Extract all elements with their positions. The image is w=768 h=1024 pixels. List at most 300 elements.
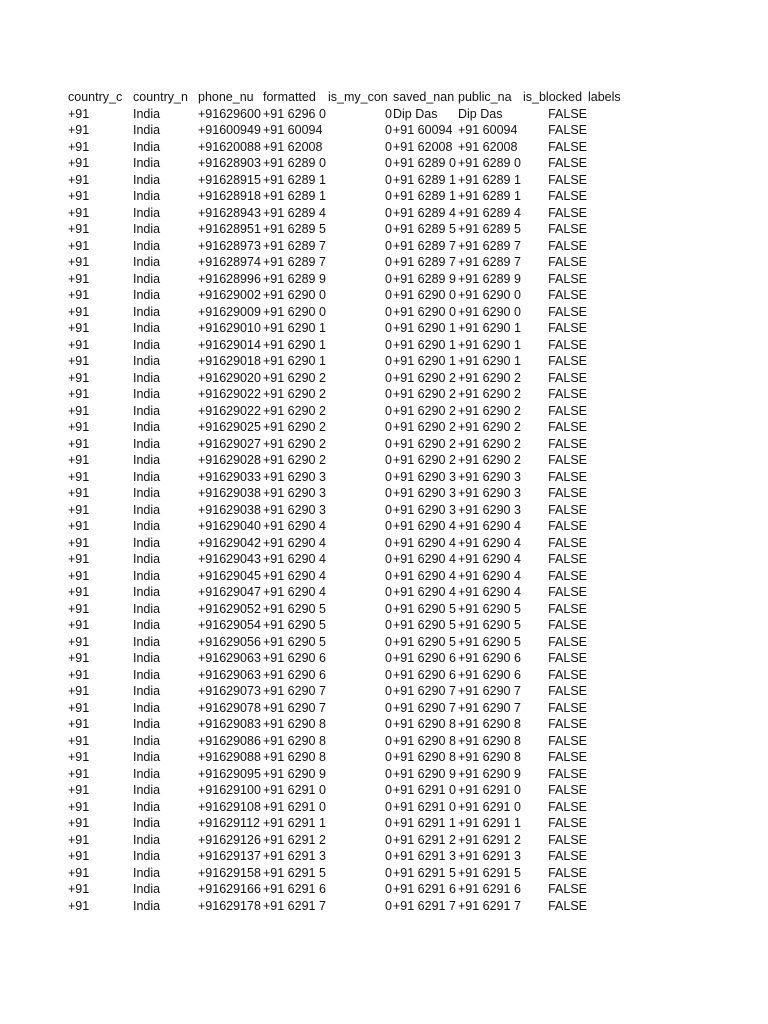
table-row <box>68 139 708 156</box>
country-name-cell: India <box>133 519 161 533</box>
country-code-cell: +91 <box>68 783 90 797</box>
country-name-cell: India <box>133 238 161 253</box>
public-name-cell: +91 6290 2 <box>458 420 521 434</box>
public-name-cell: +91 6291 7 <box>458 898 521 913</box>
table-row <box>68 865 708 882</box>
header-formatted: formatted <box>263 90 316 104</box>
country-name-cell: India <box>133 139 161 154</box>
public-name-cell: +91 6290 2 <box>458 387 521 401</box>
public-name-cell: +91 6290 3 <box>458 502 521 517</box>
saved-name-cell: +91 6290 4 <box>393 585 456 599</box>
saved-name-cell: Dip Das <box>393 106 438 121</box>
table-row <box>68 337 708 354</box>
phone-number-cell: +91629126 <box>198 832 261 847</box>
phone-number-cell: +91629078 <box>198 700 261 715</box>
saved-name-cell: +91 6290 2 <box>393 370 456 385</box>
is-my-contact-cell: 0 <box>385 156 392 170</box>
formatted-cell: +91 6289 9 <box>263 271 326 286</box>
table-row <box>68 122 708 139</box>
public-name-cell: +91 6290 3 <box>458 469 521 484</box>
public-name-cell: +91 6290 5 <box>458 634 521 649</box>
country-code-cell: +91 <box>68 667 90 682</box>
table-row <box>68 832 708 849</box>
saved-name-cell: +91 6290 9 <box>393 766 456 781</box>
table-row <box>68 254 708 271</box>
country-name-cell: India <box>133 684 161 698</box>
country-code-cell: +91 <box>68 832 90 847</box>
formatted-cell: +91 6291 0 <box>263 799 326 814</box>
formatted-cell: +91 6290 3 <box>263 502 326 517</box>
public-name-cell: +91 6290 7 <box>458 700 521 715</box>
is-blocked-cell: FALSE <box>548 816 587 830</box>
formatted-cell: +91 6290 1 <box>263 337 326 352</box>
formatted-cell: +91 6290 6 <box>263 651 326 665</box>
is-my-contact-cell: 0 <box>385 882 392 896</box>
formatted-cell: +91 6290 0 <box>263 304 326 319</box>
public-name-cell: +91 62008 <box>458 139 518 154</box>
is-my-contact-cell: 0 <box>385 568 392 583</box>
public-name-cell: +91 6290 2 <box>458 453 521 467</box>
is-my-contact-cell: 0 <box>385 205 392 220</box>
is-my-contact-cell: 0 <box>385 618 392 632</box>
is-my-contact-cell: 0 <box>385 651 392 665</box>
is-blocked-cell: FALSE <box>548 618 587 632</box>
table-row <box>68 766 708 783</box>
formatted-cell: +91 6290 3 <box>263 469 326 484</box>
country-name-cell: India <box>133 667 161 682</box>
is-my-contact-cell: 0 <box>385 700 392 715</box>
country-code-cell: +91 <box>68 453 90 467</box>
phone-number-cell: +91628943 <box>198 205 261 220</box>
table-row <box>68 601 708 618</box>
country-code-cell: +91 <box>68 700 90 715</box>
formatted-cell: +91 62008 <box>263 139 323 154</box>
country-name-cell: India <box>133 420 161 434</box>
is-blocked-cell: FALSE <box>548 832 587 847</box>
saved-name-cell: +91 6290 6 <box>393 651 456 665</box>
phone-number-cell: +91628918 <box>198 189 261 203</box>
country-code-cell: +91 <box>68 651 90 665</box>
public-name-cell: +91 6290 8 <box>458 733 521 748</box>
table-row <box>68 683 708 700</box>
formatted-cell: +91 6290 9 <box>263 766 326 781</box>
header-public-name: public_na <box>458 90 512 104</box>
phone-number-cell: +91629047 <box>198 585 261 599</box>
country-name-cell: India <box>133 766 161 781</box>
table-row <box>68 419 708 436</box>
public-name-cell: +91 6290 2 <box>458 403 521 418</box>
country-code-cell: +91 <box>68 766 90 781</box>
country-name-cell: India <box>133 618 161 632</box>
is-my-contact-cell: 0 <box>385 634 392 649</box>
is-blocked-cell: FALSE <box>548 502 587 517</box>
phone-number-cell: +91629166 <box>198 882 261 896</box>
formatted-cell: +91 6290 2 <box>263 387 326 401</box>
public-name-cell: +91 6290 9 <box>458 766 521 781</box>
country-code-cell: +91 <box>68 222 90 236</box>
saved-name-cell: +91 6290 0 <box>393 288 456 302</box>
country-code-cell: +91 <box>68 205 90 220</box>
country-name-cell: India <box>133 255 161 269</box>
country-name-cell: India <box>133 898 161 913</box>
country-name-cell: India <box>133 882 161 896</box>
table-body <box>68 106 708 915</box>
table-row <box>68 881 708 898</box>
formatted-cell: +91 6289 4 <box>263 205 326 220</box>
saved-name-cell: +91 6291 3 <box>393 849 456 863</box>
formatted-cell: +91 6289 0 <box>263 156 326 170</box>
public-name-cell: +91 6290 8 <box>458 750 521 764</box>
header-phone-number: phone_nu <box>198 90 254 104</box>
saved-name-cell: +91 6289 4 <box>393 205 456 220</box>
formatted-cell: +91 6289 1 <box>263 172 326 187</box>
saved-name-cell: +91 6290 1 <box>393 354 456 368</box>
formatted-cell: +91 6291 1 <box>263 816 326 830</box>
formatted-cell: +91 6290 8 <box>263 733 326 748</box>
phone-number-cell: +91628996 <box>198 271 261 286</box>
is-my-contact-cell: 0 <box>385 552 392 566</box>
is-blocked-cell: FALSE <box>548 189 587 203</box>
is-my-contact-cell: 0 <box>385 865 392 880</box>
saved-name-cell: +91 6290 5 <box>393 634 456 649</box>
table-row <box>68 799 708 816</box>
is-my-contact-cell: 0 <box>385 585 392 599</box>
saved-name-cell: +91 6290 2 <box>393 453 456 467</box>
is-my-contact-cell: 0 <box>385 486 392 500</box>
saved-name-cell: +91 6290 1 <box>393 321 456 335</box>
is-blocked-cell: FALSE <box>548 354 587 368</box>
public-name-cell: +91 6290 2 <box>458 436 521 451</box>
is-blocked-cell: FALSE <box>548 271 587 286</box>
is-my-contact-cell: 0 <box>385 469 392 484</box>
country-code-cell: +91 <box>68 238 90 253</box>
is-my-contact-cell: 0 <box>385 139 392 154</box>
is-blocked-cell: FALSE <box>548 700 587 715</box>
is-blocked-cell: FALSE <box>548 420 587 434</box>
public-name-cell: +91 6290 8 <box>458 717 521 731</box>
phone-number-cell: +91629010 <box>198 321 261 335</box>
phone-number-cell: +91628974 <box>198 255 261 269</box>
country-code-cell: +91 <box>68 816 90 830</box>
country-code-cell: +91 <box>68 865 90 880</box>
is-my-contact-cell: 0 <box>385 502 392 517</box>
saved-name-cell: +91 6290 5 <box>393 618 456 632</box>
phone-number-cell: +91629158 <box>198 865 261 880</box>
is-blocked-cell: FALSE <box>548 403 587 418</box>
saved-name-cell: +91 6290 8 <box>393 750 456 764</box>
formatted-cell: +91 6290 4 <box>263 535 326 550</box>
is-blocked-cell: FALSE <box>548 519 587 533</box>
is-my-contact-cell: 0 <box>385 535 392 550</box>
country-name-cell: India <box>133 634 161 649</box>
public-name-cell: +91 6289 5 <box>458 222 521 236</box>
country-code-cell: +91 <box>68 106 90 121</box>
table-row <box>68 304 708 321</box>
public-name-cell: +91 6291 5 <box>458 865 521 880</box>
phone-number-cell: +91629022 <box>198 403 261 418</box>
public-name-cell: +91 6291 0 <box>458 783 521 797</box>
is-blocked-cell: FALSE <box>548 156 587 170</box>
public-name-cell: +91 6291 1 <box>458 816 521 830</box>
phone-number-cell: +91629009 <box>198 304 261 319</box>
phone-number-cell: +91629137 <box>198 849 261 863</box>
country-code-cell: +91 <box>68 568 90 583</box>
saved-name-cell: +91 6290 8 <box>393 717 456 731</box>
is-blocked-cell: FALSE <box>548 882 587 896</box>
formatted-cell: +91 6290 0 <box>263 288 326 302</box>
is-blocked-cell: FALSE <box>548 601 587 616</box>
country-name-cell: India <box>133 799 161 814</box>
is-my-contact-cell: 0 <box>385 370 392 385</box>
saved-name-cell: +91 6289 9 <box>393 271 456 286</box>
country-code-cell: +91 <box>68 156 90 170</box>
country-code-cell: +91 <box>68 255 90 269</box>
country-name-cell: India <box>133 304 161 319</box>
formatted-cell: +91 6290 6 <box>263 667 326 682</box>
is-blocked-cell: FALSE <box>548 651 587 665</box>
phone-number-cell: +91629112 <box>198 816 260 830</box>
is-my-contact-cell: 0 <box>385 766 392 781</box>
table-row <box>68 782 708 799</box>
is-blocked-cell: FALSE <box>548 238 587 253</box>
is-my-contact-cell: 0 <box>385 337 392 352</box>
saved-name-cell: +91 6290 2 <box>393 436 456 451</box>
country-code-cell: +91 <box>68 469 90 484</box>
is-blocked-cell: FALSE <box>548 535 587 550</box>
saved-name-cell: +91 6290 0 <box>393 304 456 319</box>
country-name-cell: India <box>133 156 161 170</box>
country-code-cell: +91 <box>68 750 90 764</box>
formatted-cell: +91 6290 4 <box>263 585 326 599</box>
is-blocked-cell: FALSE <box>548 486 587 500</box>
formatted-cell: +91 6290 7 <box>263 700 326 715</box>
table-row <box>68 155 708 172</box>
is-blocked-cell: FALSE <box>548 106 587 121</box>
phone-number-cell: +91629033 <box>198 469 261 484</box>
formatted-cell: +91 6289 7 <box>263 238 326 253</box>
table-row <box>68 634 708 651</box>
phone-number-cell: +91629038 <box>198 502 261 517</box>
saved-name-cell: +91 6289 1 <box>393 189 456 203</box>
saved-name-cell: +91 62008 <box>393 139 453 154</box>
country-code-cell: +91 <box>68 172 90 187</box>
table-row <box>68 733 708 750</box>
formatted-cell: +91 6290 2 <box>263 403 326 418</box>
country-code-cell: +91 <box>68 436 90 451</box>
is-blocked-cell: FALSE <box>548 370 587 385</box>
phone-number-cell: +91629088 <box>198 750 261 764</box>
saved-name-cell: +91 6290 4 <box>393 535 456 550</box>
saved-name-cell: +91 60094 <box>393 123 453 137</box>
table-row <box>68 353 708 370</box>
country-name-cell: India <box>133 453 161 467</box>
country-name-cell: India <box>133 123 161 137</box>
phone-number-cell: +91629022 <box>198 387 261 401</box>
saved-name-cell: +91 6291 2 <box>393 832 456 847</box>
public-name-cell: +91 6290 5 <box>458 601 521 616</box>
public-name-cell: +91 6289 1 <box>458 172 521 187</box>
public-name-cell: +91 6290 6 <box>458 667 521 682</box>
public-name-cell: +91 6290 4 <box>458 519 521 533</box>
is-blocked-cell: FALSE <box>548 634 587 649</box>
is-my-contact-cell: 0 <box>385 436 392 451</box>
country-code-cell: +91 <box>68 898 90 913</box>
phone-number-cell: +91629018 <box>198 354 261 368</box>
country-code-cell: +91 <box>68 552 90 566</box>
phone-number-cell: +91629002 <box>198 288 261 302</box>
phone-number-cell: +91629056 <box>198 634 261 649</box>
is-my-contact-cell: 0 <box>385 420 392 434</box>
table-row <box>68 568 708 585</box>
is-blocked-cell: FALSE <box>548 172 587 187</box>
phone-number-cell: +91629095 <box>198 766 261 781</box>
country-name-cell: India <box>133 717 161 731</box>
country-name-cell: India <box>133 783 161 797</box>
country-code-cell: +91 <box>68 733 90 748</box>
phone-number-cell: +91629086 <box>198 733 261 748</box>
public-name-cell: +91 6290 4 <box>458 535 521 550</box>
country-name-cell: India <box>133 403 161 418</box>
saved-name-cell: +91 6291 1 <box>393 816 456 830</box>
country-name-cell: India <box>133 568 161 583</box>
country-code-cell: +91 <box>68 684 90 698</box>
phone-number-cell: +91628951 <box>198 222 261 236</box>
phone-number-cell: +91629052 <box>198 601 261 616</box>
is-blocked-cell: FALSE <box>548 684 587 698</box>
country-name-cell: India <box>133 700 161 715</box>
public-name-cell: Dip Das <box>458 106 503 121</box>
phone-number-cell: +91629054 <box>198 618 261 632</box>
formatted-cell: +91 6290 4 <box>263 519 326 533</box>
phone-number-cell: +91629038 <box>198 486 261 500</box>
table-row <box>68 485 708 502</box>
country-name-cell: India <box>133 370 161 385</box>
country-name-cell: India <box>133 354 161 368</box>
table-row <box>68 271 708 288</box>
table-row <box>68 106 708 123</box>
phone-number-cell: +91629043 <box>198 552 261 566</box>
is-blocked-cell: FALSE <box>548 717 587 731</box>
public-name-cell: +91 6290 0 <box>458 288 521 302</box>
header-row <box>68 89 708 106</box>
saved-name-cell: +91 6290 2 <box>393 387 456 401</box>
is-blocked-cell: FALSE <box>548 568 587 583</box>
country-name-cell: India <box>133 601 161 616</box>
country-name-cell: India <box>133 486 161 500</box>
public-name-cell: +91 6290 1 <box>458 337 521 352</box>
country-name-cell: India <box>133 337 161 352</box>
public-name-cell: +91 6290 4 <box>458 568 521 583</box>
country-name-cell: India <box>133 271 161 286</box>
phone-number-cell: +91628903 <box>198 156 261 170</box>
country-name-cell: India <box>133 502 161 517</box>
is-my-contact-cell: 0 <box>385 750 392 764</box>
saved-name-cell: +91 6291 6 <box>393 882 456 896</box>
table-row <box>68 535 708 552</box>
country-code-cell: +91 <box>68 139 90 154</box>
table-row <box>68 716 708 733</box>
saved-name-cell: +91 6290 4 <box>393 552 456 566</box>
public-name-cell: +91 6289 7 <box>458 255 521 269</box>
country-name-cell: India <box>133 849 161 863</box>
is-blocked-cell: FALSE <box>548 337 587 352</box>
saved-name-cell: +91 6290 6 <box>393 667 456 682</box>
phone-number-cell: +91600949 <box>198 123 261 137</box>
is-my-contact-cell: 0 <box>385 387 392 401</box>
saved-name-cell: +91 6289 5 <box>393 222 456 236</box>
is-my-contact-cell: 0 <box>385 717 392 731</box>
is-blocked-cell: FALSE <box>548 436 587 451</box>
is-blocked-cell: FALSE <box>548 799 587 814</box>
phone-number-cell: +91629073 <box>198 684 261 698</box>
table-row <box>68 898 708 915</box>
country-name-cell: India <box>133 585 161 599</box>
is-blocked-cell: FALSE <box>548 552 587 566</box>
country-code-cell: +91 <box>68 304 90 319</box>
phone-number-cell: +91629063 <box>198 667 261 682</box>
phone-number-cell: +91629040 <box>198 519 261 533</box>
phone-number-cell: +91629100 <box>198 783 261 797</box>
is-blocked-cell: FALSE <box>548 205 587 220</box>
is-blocked-cell: FALSE <box>548 123 587 137</box>
saved-name-cell: +91 6290 3 <box>393 469 456 484</box>
formatted-cell: +91 6290 1 <box>263 321 326 335</box>
country-code-cell: +91 <box>68 337 90 352</box>
table-row <box>68 370 708 387</box>
is-my-contact-cell: 0 <box>385 783 392 797</box>
is-my-contact-cell: 0 <box>385 403 392 418</box>
is-blocked-cell: FALSE <box>548 321 587 335</box>
saved-name-cell: +91 6290 7 <box>393 700 456 715</box>
formatted-cell: +91 6291 6 <box>263 882 326 896</box>
country-code-cell: +91 <box>68 271 90 286</box>
is-blocked-cell: FALSE <box>548 222 587 236</box>
formatted-cell: +91 6290 1 <box>263 354 326 368</box>
table-row <box>68 584 708 601</box>
is-my-contact-cell: 0 <box>385 271 392 286</box>
country-code-cell: +91 <box>68 189 90 203</box>
country-code-cell: +91 <box>68 634 90 649</box>
header-is-blocked: is_blocked <box>523 90 583 104</box>
public-name-cell: +91 6291 6 <box>458 882 521 896</box>
country-code-cell: +91 <box>68 585 90 599</box>
table-row <box>68 386 708 403</box>
country-name-cell: India <box>133 189 161 203</box>
country-name-cell: India <box>133 865 161 880</box>
is-blocked-cell: FALSE <box>548 304 587 319</box>
is-blocked-cell: FALSE <box>548 139 587 154</box>
public-name-cell: +91 6290 0 <box>458 304 521 319</box>
country-name-cell: India <box>133 733 161 748</box>
country-code-cell: +91 <box>68 535 90 550</box>
phone-number-cell: +91629028 <box>198 453 261 467</box>
phone-number-cell: +91629108 <box>198 799 261 814</box>
is-blocked-cell: FALSE <box>548 585 587 599</box>
is-my-contact-cell: 0 <box>385 453 392 467</box>
country-name-cell: India <box>133 832 161 847</box>
table-row <box>68 452 708 469</box>
is-my-contact-cell: 0 <box>385 684 392 698</box>
public-name-cell: +91 6290 4 <box>458 552 521 566</box>
public-name-cell: +91 6289 7 <box>458 238 521 253</box>
country-code-cell: +91 <box>68 387 90 401</box>
formatted-cell: +91 6296 0 <box>263 106 326 121</box>
table-row <box>68 172 708 189</box>
public-name-cell: +91 6289 0 <box>458 156 521 170</box>
table-row <box>68 287 708 304</box>
table-row <box>68 188 708 205</box>
public-name-cell: +91 6290 6 <box>458 651 521 665</box>
